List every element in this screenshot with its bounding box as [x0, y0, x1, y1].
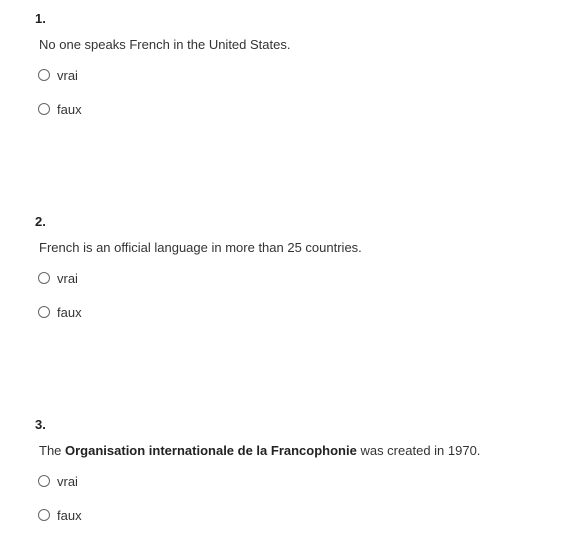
option-label: faux	[57, 304, 82, 320]
question-text	[39, 443, 480, 458]
radio-button[interactable]	[38, 475, 50, 487]
question-number: 3.	[35, 417, 46, 432]
option-faux[interactable]	[38, 505, 82, 525]
question-number: 2.	[35, 214, 46, 229]
option-label: vrai	[57, 67, 78, 83]
option-vrai[interactable]	[38, 471, 78, 491]
option-faux[interactable]	[38, 302, 82, 322]
question-text-post: was created in 1970.	[356, 443, 481, 458]
radio-button[interactable]	[38, 272, 50, 284]
question-text	[39, 240, 362, 255]
question-text-bold: Organisation internationale de la Francophonie	[65, 443, 357, 458]
option-label: vrai	[57, 270, 78, 286]
radio-button[interactable]	[38, 69, 50, 81]
option-vrai[interactable]	[38, 268, 78, 288]
radio-button[interactable]	[38, 306, 50, 318]
option-faux[interactable]	[38, 99, 82, 119]
option-label: faux	[57, 507, 82, 523]
option-label: vrai	[57, 473, 78, 489]
radio-button[interactable]	[38, 509, 50, 521]
radio-button[interactable]	[38, 103, 50, 115]
option-label: faux	[57, 101, 82, 117]
question-text-pre: No one speaks French in the United States.	[39, 37, 291, 52]
question-number: 1.	[35, 11, 46, 26]
question-text-pre: The	[39, 443, 66, 458]
question-text	[39, 37, 290, 52]
question-text-pre: French is an official language in more than 25 countries.	[39, 240, 362, 255]
option-vrai[interactable]	[38, 65, 78, 85]
